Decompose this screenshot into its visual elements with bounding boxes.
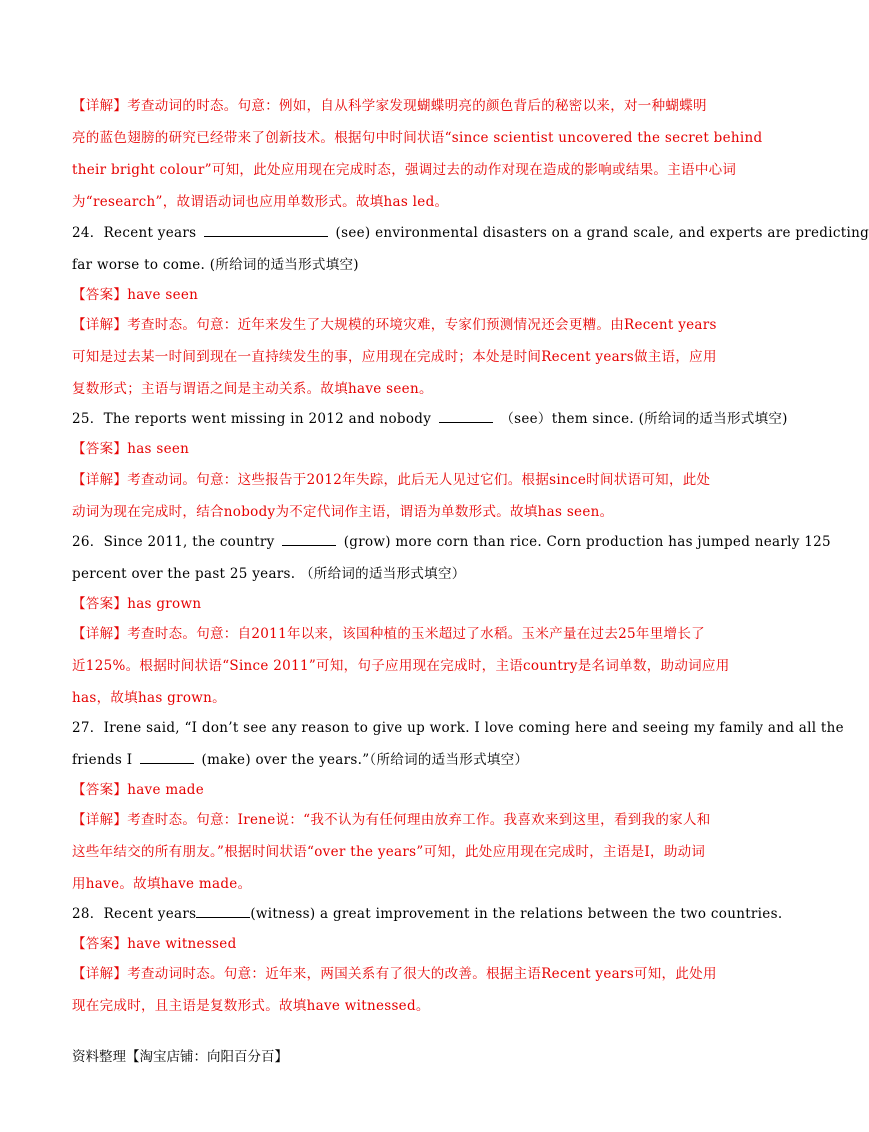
question-26-prefix: 26．Since 2011, the country [72,534,275,550]
page-footer: 资料整理【淘宝店铺：向阳百分百】 [72,1049,288,1065]
explanation-23-line-1: 【详解】考查动词的时态。句意：例如，自从科学家发现蝴蝶明亮的颜色背后的秘密以来，对一种蝴蝶明 [72,98,707,114]
question-28-suffix: (witness) a great improvement in the relations between the two countries. [250,906,783,922]
answer-blank-24[interactable] [204,224,328,237]
answer-blank-27[interactable] [140,751,194,764]
question-28-prefix: 28．Recent years [72,906,197,922]
question-24 [72,223,869,243]
explanation-23-line-3: their bright colour”可知，此处应用现在完成时态，强调过去的动作对现在造成的影响或结果。主语中心词 [72,162,737,178]
question-27-line-2 [72,750,732,770]
explanation-23-line-4: 为“research”，故谓语动词也应用单数形式。故填has led。 [72,194,449,210]
question-26 [72,532,831,552]
question-26-suffix: (grow) more corn than rice. Corn production has jumped nearly 125 [343,534,831,550]
explanation-28-line-1: 【详解】考查动词时态。句意：近年来，两国关系有了很大的改善。根据主语Recent years可知，此处用 [72,966,717,982]
explanation-24-line-3: 复数形式；主语与谓语之间是主动关系。故填have seen。 [72,381,433,397]
question-25-suffix: （see）them since. (所给词的适当形式填空) [500,411,788,427]
answer-25: 【答案】has seen [72,441,190,457]
explanation-24-line-1: 【详解】考查时态。句意：近年来发生了大规模的环境灾难，专家们预测情况还会更糟。由Recent years [72,317,717,333]
explanation-27-line-2: 这些年结交的所有朋友。”根据时间状语“over the years”可知，此处应用现在完成时，主语是I，助动词 [72,844,706,860]
question-27-prefix: friends I [72,752,133,768]
explanation-26-line-1: 【详解】考查时态。句意：自2011年以来，该国种植的玉米超过了水稻。玉米产量在过去25年里增长了 [72,626,705,642]
question-24-line-2: far worse to come. (所给词的适当形式填空) [72,257,359,273]
question-25 [72,409,788,429]
answer-blank-25[interactable] [439,410,493,423]
answer-24: 【答案】have seen [72,287,199,303]
explanation-25-line-2: 动词为现在完成时，结合nobody为不定代词作主语，谓语为单数形式。故填has seen。 [72,504,614,520]
explanation-26-line-3: has，故填has grown。 [72,690,226,706]
explanation-28-line-2: 现在完成时，且主语是复数形式。故填have witnessed。 [72,998,430,1014]
explanation-23-line-2: 亮的蓝色翅膀的研究已经带来了创新技术。根据句中时间状语“since scientist uncovered the secret behind [72,130,763,146]
question-27-suffix: (make) over the years.”（所给词的适当形式填空） [201,752,529,768]
answer-28: 【答案】have witnessed [72,936,237,952]
answer-blank-26[interactable] [282,533,336,546]
question-28 [72,904,783,924]
answer-27: 【答案】have made [72,782,205,798]
explanation-25-line-1: 【详解】考查动词。句意：这些报告于2012年失踪，此后无人见过它们。根据since时间状语可知，此处 [72,472,711,488]
explanation-27-line-1: 【详解】考查时态。句意：Irene说：“我不认为有任何理由放弃工作。我喜欢来到这里，看到我的家人和 [72,812,711,828]
explanation-24-line-2: 可知是过去某一时间到现在一直持续发生的事，应用现在完成时；本处是时间Recent years做主语，应用 [72,349,717,365]
answer-26: 【答案】has grown [72,596,202,612]
answer-blank-28[interactable] [196,905,250,918]
explanation-27-line-3: 用have。故填have made。 [72,876,252,892]
question-24-prefix: 24．Recent years [72,225,197,241]
question-26-line-2: percent over the past 25 years. （所给词的适当形式填空） [72,566,466,582]
explanation-26-line-2: 近125%。根据时间状语“Since 2011”可知，句子应用现在完成时，主语country是名词单数，助动词应用 [72,658,730,674]
question-25-prefix: 25．The reports went missing in 2012 and nobody [72,411,432,427]
question-27-line-1: 27．Irene said, “I don’t see any reason to give up work. I love coming here and seeing my family and all the [72,720,844,736]
question-24-suffix: (see) environmental disasters on a grand scale, and experts are predicting [335,225,869,241]
